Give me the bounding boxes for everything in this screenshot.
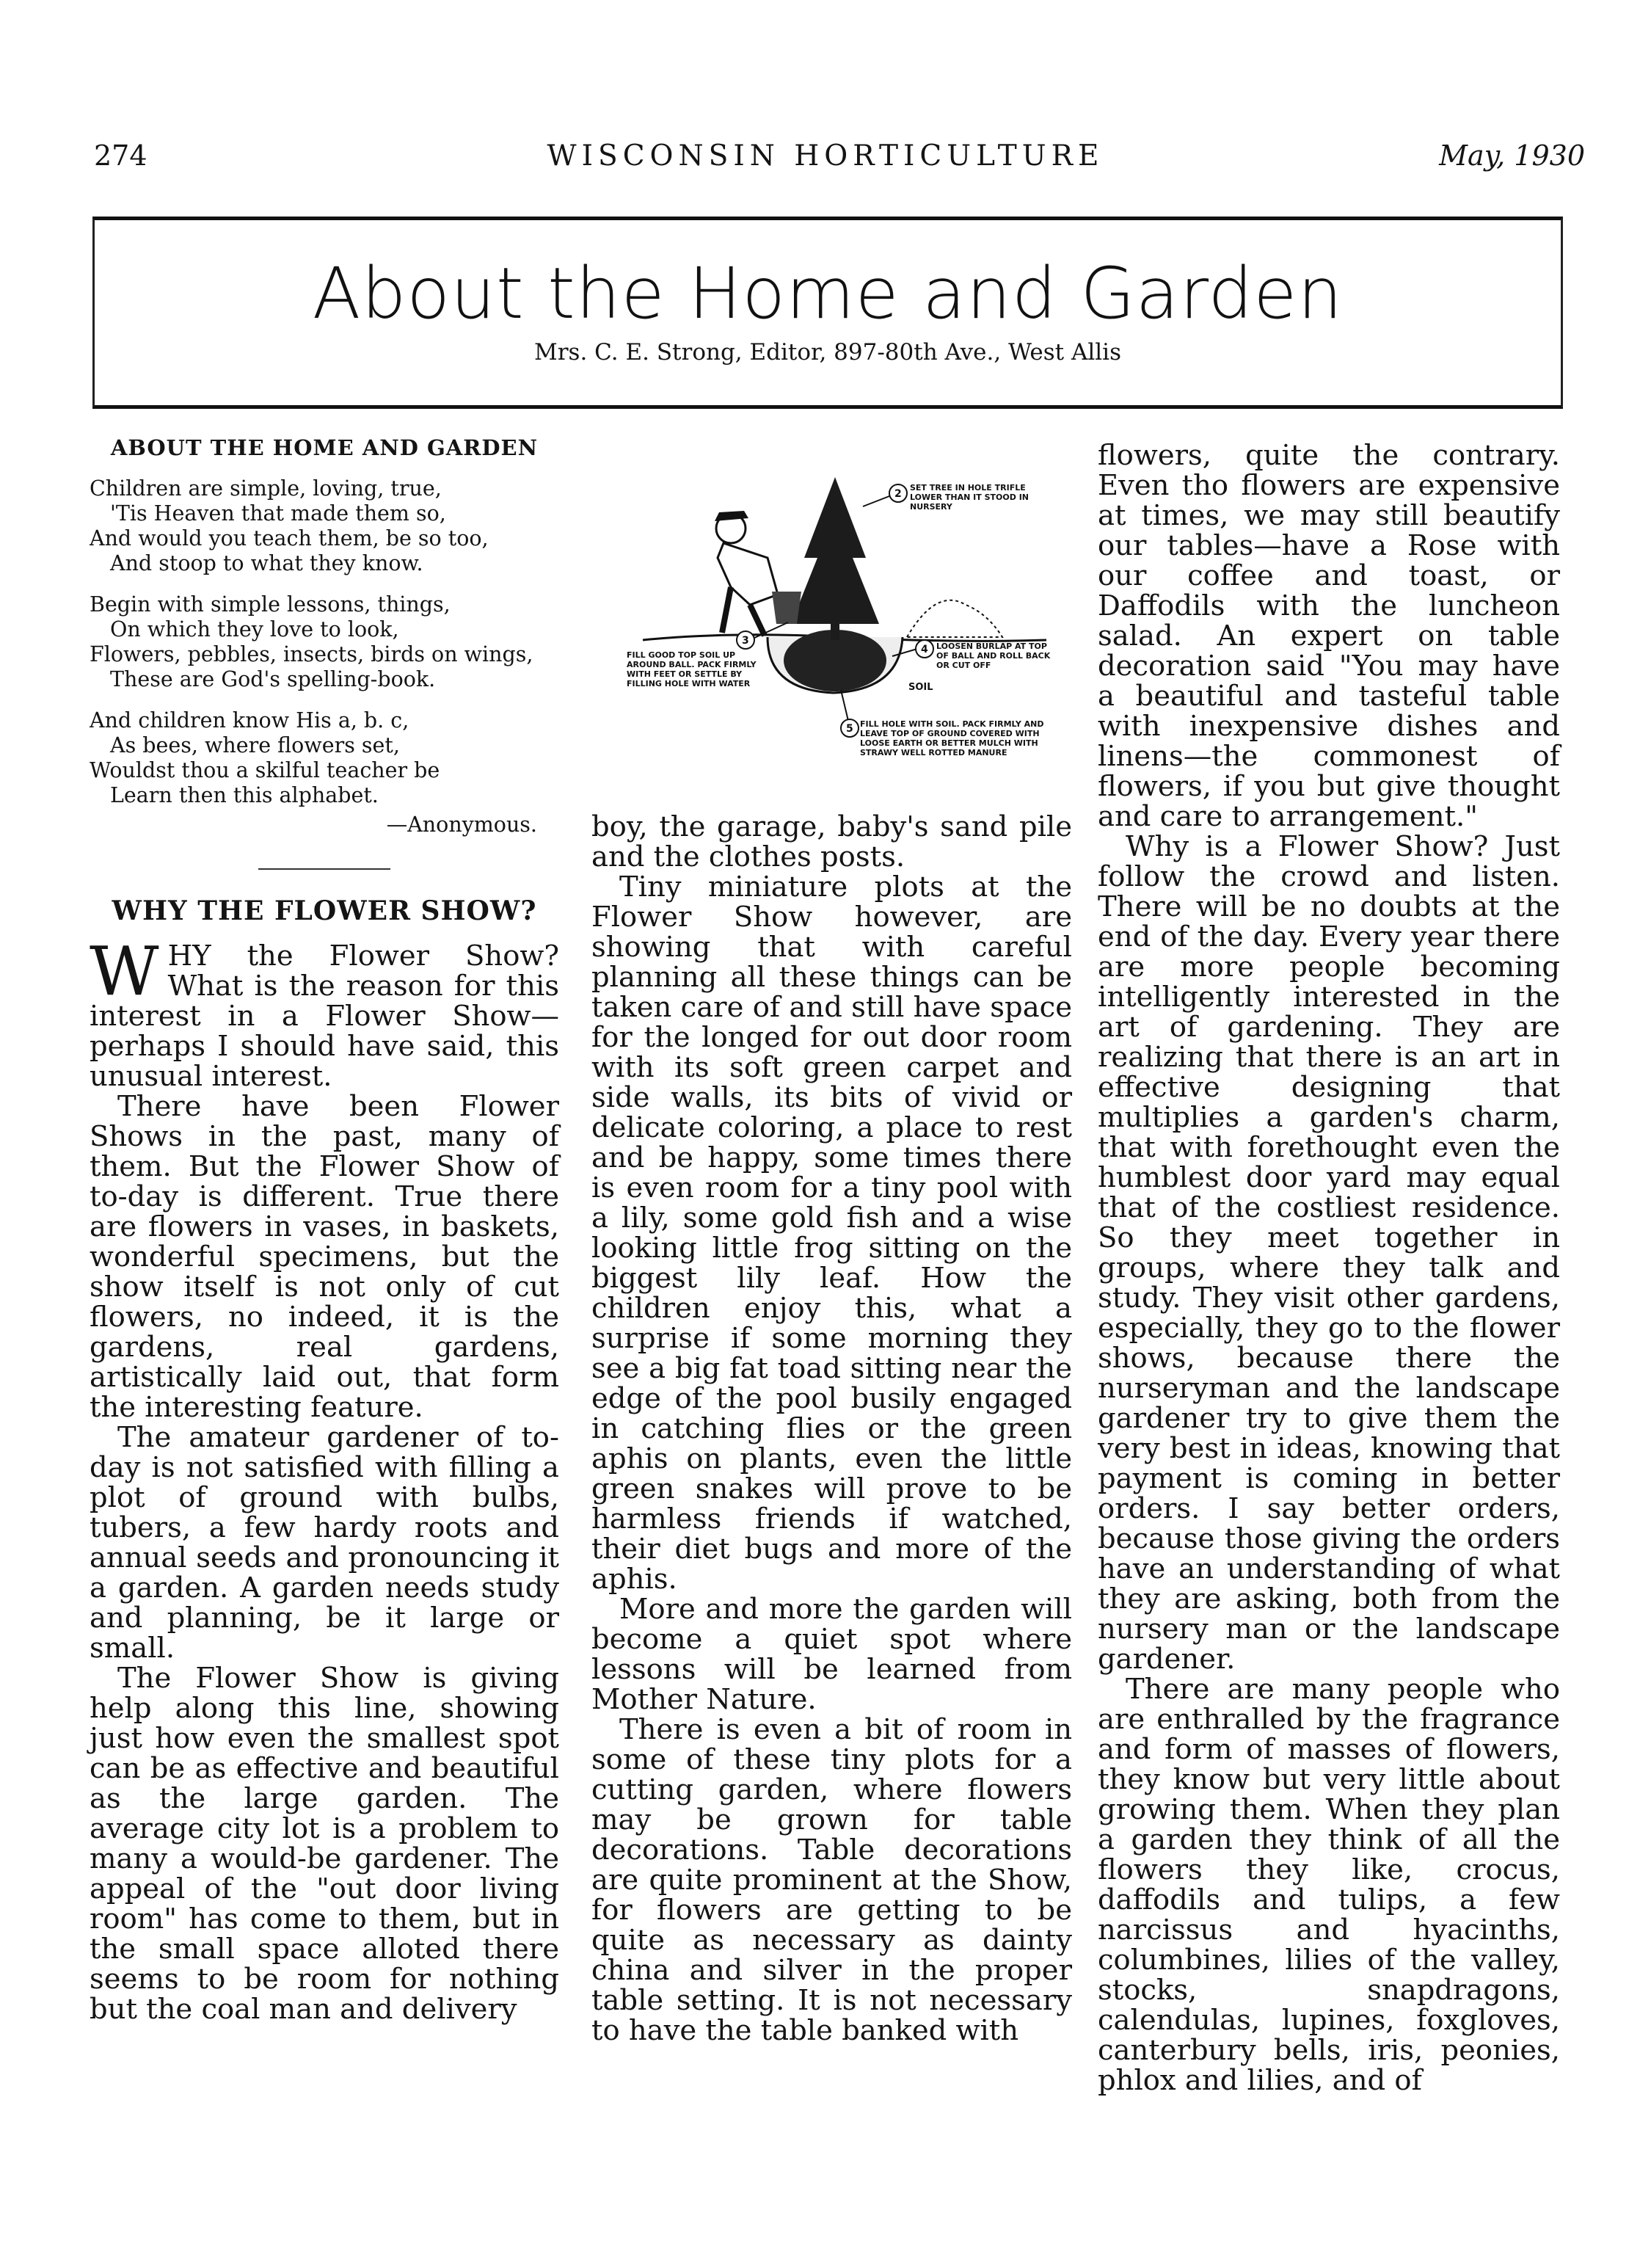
article-paragraph: Tiny miniature plots at the Flower Show however, are showing that with careful planning all these things can be taken care of and still have space for the longed for out door room with its soft green carpet and side walls, its bits of vivid or delicate coloring, a place to rest and be happy, some times there is even room for a tiny pool with a lily, some gold fish and a wise looking little frog sitting on the biggest lily leaf. How the children enjoy this, what a surprise if some morning they see a big fat toad sitting near the edge of the pool busily engaged in catching flies or the green aphis on plants, even the little green snakes will prove to be harmless friends if watched, their diet bugs and more of the aphis. [591, 871, 1072, 1596]
label-soil: SOIL [908, 682, 933, 693]
label-step-4 [936, 641, 1058, 700]
article-paragraph: There is even a bit of room in some of these tiny plots for a cutting garden, where flowers may be grown for table decorations. Table decorations are quite prominent at the Show, for flowers are getting to be quite as necessary as dainty china and silver in the proper table setting. It is not necessary to have the table banked with [591, 1713, 1072, 2047]
article-paragraph: boy, the garage, baby's sand pile and the clothes posts. [591, 810, 1072, 873]
article-paragraph: The Flower Show is giving help along this line, showing just how even the smallest spot can be as effective and beautiful as the large garden. The average city lot is a problem to many a would-be gardener. The appeal of the "out door living room" has come to them, but in the small space alloted there seems to be room for nothing but the coal man and delivery [90, 1662, 559, 2026]
poem-line: Children are simple, loving, true, [90, 476, 442, 501]
poem-line: Begin with simple lessons, things, [90, 592, 451, 617]
leader-line [841, 690, 848, 721]
divider-rule [258, 868, 390, 870]
tree-planting-illustration [621, 448, 1061, 763]
poem-line: And children know His a, b. c, [90, 708, 409, 733]
label-step-2 [910, 483, 1057, 527]
running-head [0, 139, 1651, 175]
tree-planting-drawing [621, 448, 1061, 763]
poem [90, 476, 559, 837]
column-2 [591, 812, 1072, 2046]
leader-line [863, 496, 889, 506]
tree-trunk [831, 622, 839, 640]
poem-stanza [90, 592, 559, 692]
poem-stanza [90, 708, 559, 808]
soil-mound [907, 600, 1002, 637]
journal-title: WISCONSIN HORTICULTURE [547, 139, 1104, 172]
poem-line: And stoop to what they know. [110, 551, 423, 575]
section-header-box [92, 217, 1563, 409]
step-number: 4 [921, 644, 928, 655]
issue-date: May, 1930 [1439, 139, 1585, 172]
watering-bucket [772, 592, 801, 624]
article-paragraph: flowers, quite the contrary. Even tho flowers are expensive at times, we may still beautify our tables—have a Rose with our coffee and toast, or Daffodils with the luncheon salad. An expert on table decoration said "You may have a beautiful and tasteful table with inexpensive dishes and linens—the commonest of flowers, if you but give thought and care to arrangement." [1098, 439, 1560, 833]
poem-line: Wouldst thou a skilful teacher be [90, 758, 440, 782]
step-number: 3 [742, 635, 749, 647]
article-paragraph [90, 932, 559, 1093]
poem-line: These are God's spelling-book. [110, 667, 436, 691]
poem-line: Learn then this alphabet. [110, 783, 379, 807]
article-paragraph: More and more the garden will become a quiet spot where lessons will be learned from Mother Nature. [591, 1593, 1072, 1716]
step-number: 5 [846, 723, 853, 735]
poem-line: 'Tis Heaven that made them so, [110, 501, 446, 526]
article-heading: WHY THE FLOWER SHOW? [112, 895, 537, 926]
evergreen-tree [791, 477, 879, 624]
label-step-3-text: FILL GOOD TOP SOIL UP AROUND BALL. PACK FIRMLY WITH FEET OR SETTLE BY FILLING HOLE WITH WATER [627, 650, 757, 688]
poem-author: —Anonymous. [386, 813, 537, 837]
drop-cap: W [90, 932, 159, 1011]
article-paragraph: Why is a Flower Show? Just follow the crowd and listen. There will be no doubts at the end of the day. Every year there are more people becoming intelligently interested in the art of gardening. They are realizing that there is an art in effective designing that multiplies a garden's charm, that with forethought even the humblest door yard may equal that of the costliest residence. So they meet together in groups, where they talk and study. They visit other gardens, especially, they go to the flower shows, because there the nurseryman and the landscape gardener try to give them the very best in ideas, knowing that payment is coming in better orders. I say better orders, because those giving the orders have an understanding of what they are asking, both from the nursery man or the landscape gardener. [1098, 830, 1560, 1676]
poem-line: And would you teach them, be so too, [90, 526, 489, 550]
article-paragraph: The amateur gardener of to-day is not satisfied with filling a plot of ground with bulbs, tubers, a few hardy roots and annual seeds and pronouncing it a garden. A garden needs study and planning, be it large or small. [90, 1421, 559, 1665]
label-step-2-text: SET TREE IN HOLE TRIFLE LOWER THAN IT STOOD IN NURSERY [910, 483, 1029, 512]
page-number: 274 [94, 139, 147, 172]
column-1 [90, 433, 559, 2024]
poem-heading: ABOUT THE HOME AND GARDEN [110, 435, 539, 460]
section-title: About the Home and Garden [312, 252, 1344, 335]
article-paragraph: There are many people who are enthralled by the fragrance and form of masses of flowers, they know but very little about growing them. When they plan a garden they think of all the flowers they like, crocus, daffodils and tulips, a few narcissus and hyacinths, columbines, lilies of the valley, stocks, snapdragons, calendulas, lupines, foxgloves, canterbury bells, iris, peonies, phlox and lilies, and of [1098, 1673, 1560, 2097]
poem-line: Flowers, pebbles, insects, birds on wings, [90, 642, 533, 666]
poem-line: As bees, where flowers set, [110, 733, 400, 757]
step-number: 2 [894, 488, 902, 500]
editor-line: Mrs. C. E. Strong, Editor, 897-80th Ave., West Allis [533, 339, 1122, 366]
label-step-3 [627, 650, 766, 731]
first-paragraph-text: HY the Flower Show? What is the reason for this interest in a Flower Show—perhaps I should have said, this unusual interest. [90, 939, 559, 1093]
column-3 [1098, 440, 1560, 2096]
label-step-5-text: FILL HOLE WITH SOIL. PACK FIRMLY AND LEAVE TOP OF GROUND COVERED WITH LOOSE EARTH OR BETTER MULCH WITH STRAWY WELL ROTTED MANURE [860, 719, 1044, 757]
poem-stanza [90, 476, 559, 576]
article-paragraph: There have been Flower Shows in the past, many of them. But the Flower Show of to-day is different. True there are flowers in vases, in baskets, wonderful specimens, but the show itself is not only of cut flowers, no indeed, it is the gardens, real gardens, artistically laid out, that form the interesting feature. [90, 1090, 559, 1424]
label-step-5 [768, 719, 1054, 763]
label-step-4-text: LOOSEN BURLAP AT TOP OF BALL AND ROLL BACK OR CUT OFF [936, 641, 1051, 670]
poem-line: On which they love to look, [110, 617, 399, 641]
